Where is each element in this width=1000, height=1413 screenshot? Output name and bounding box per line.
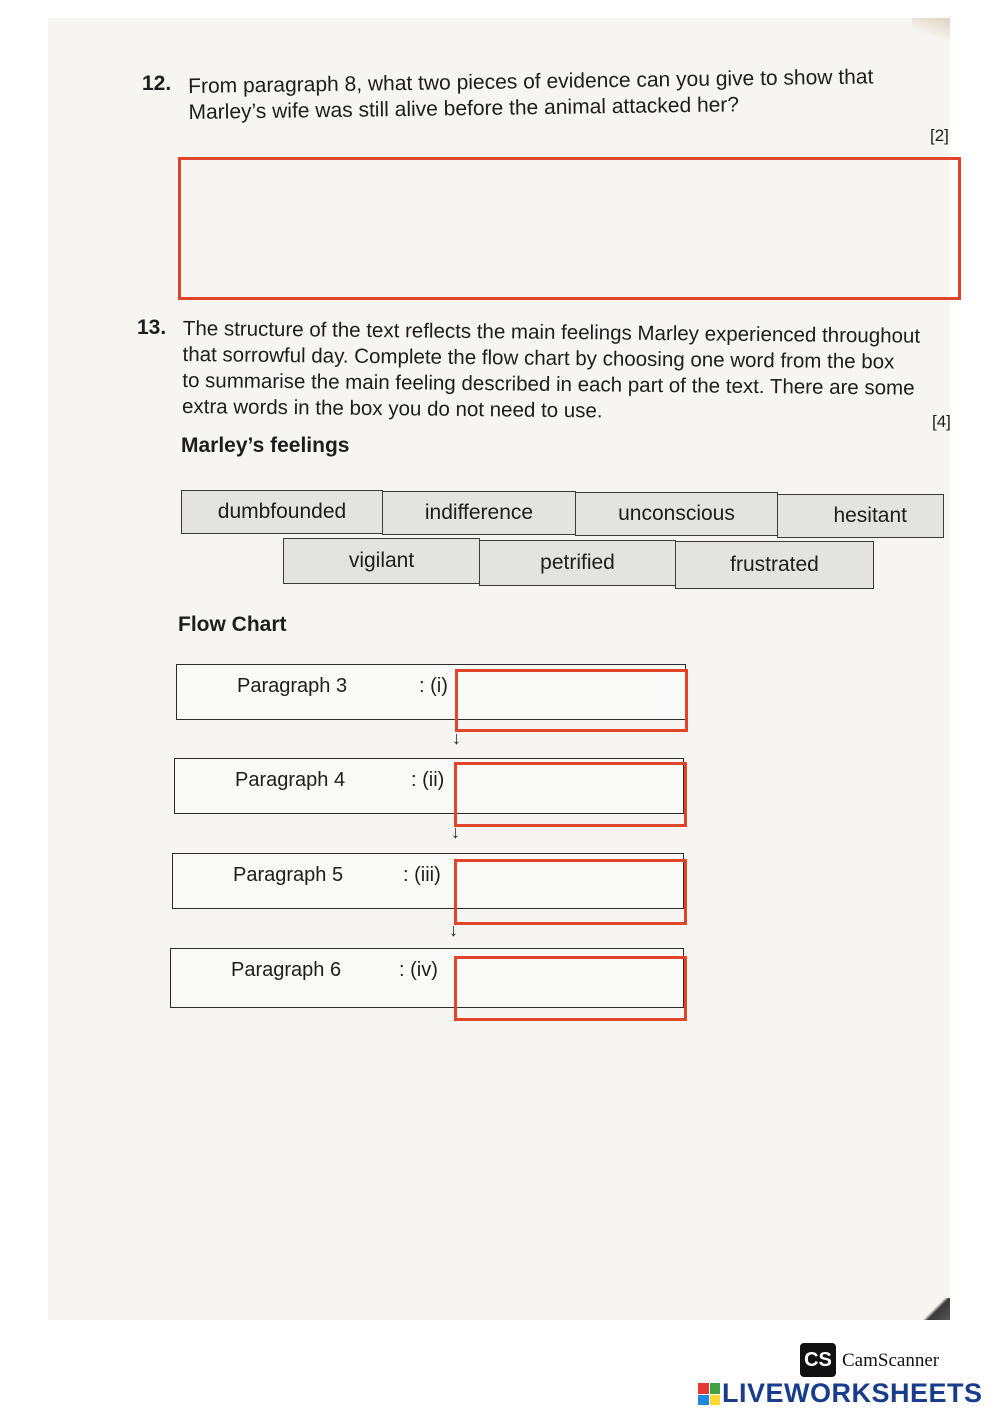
camscanner-label: CamScanner <box>842 1350 940 1371</box>
word-option[interactable]: frustrated <box>675 541 874 589</box>
question-12-line-2: Marley’s wife was still alive before the animal attacked her? <box>188 93 740 124</box>
question-12-marks: [2] <box>930 126 949 145</box>
question-12-line-1: From paragraph 8, what two pieces of evidence can you give to show that <box>188 65 874 98</box>
flow-row-label: Paragraph 3 <box>237 675 348 697</box>
word-option[interactable]: petrified <box>479 540 676 586</box>
page-corner-fold <box>912 18 950 40</box>
flow-arrow: ↓ <box>452 728 461 748</box>
question-13-number: 13. <box>137 316 167 339</box>
answer-box-q12[interactable] <box>178 157 961 300</box>
question-13-line-2: that sorrowful day. Complete the flow chart by choosing one word from the box <box>182 342 895 374</box>
answer-box-i[interactable] <box>455 669 688 732</box>
flow-row-label: Paragraph 6 <box>231 959 342 981</box>
flow-row-number: : (ii) <box>411 769 445 791</box>
flow-row-number: : (iii) <box>403 864 441 886</box>
word-option[interactable]: dumbfounded <box>181 490 383 534</box>
flow-chart-heading: Flow Chart <box>178 613 287 636</box>
flow-arrow: ↓ <box>451 822 460 842</box>
answer-box-iv[interactable] <box>454 956 687 1021</box>
question-13-text <box>182 316 920 428</box>
flow-row-number: : (iv) <box>399 959 438 981</box>
question-12-number: 12. <box>142 72 172 95</box>
word-option[interactable]: indifference <box>382 491 576 535</box>
answer-box-ii[interactable] <box>454 762 687 827</box>
question-13-line-4: extra words in the box you do not need to use. <box>181 394 603 423</box>
flow-arrow: ↓ <box>449 920 458 940</box>
question-12-text <box>188 64 874 126</box>
flow-row-label: Paragraph 5 <box>233 864 344 886</box>
flow-row-label: Paragraph 4 <box>235 769 346 791</box>
question-13-line-3: to summarise the main feeling described in each part of the text. There are some <box>182 368 915 400</box>
word-option[interactable]: unconscious <box>575 492 778 536</box>
question-13-line-1: The structure of the text reflects the main feelings Marley experienced throughout <box>182 316 921 348</box>
liveworksheets-logo-icon <box>698 1383 720 1405</box>
word-option[interactable]: vigilant <box>283 538 480 584</box>
answer-box-iii[interactable] <box>454 859 687 925</box>
page-corner-fold-bottom <box>922 1298 950 1320</box>
camscanner-logo-icon: CS <box>800 1343 836 1377</box>
liveworksheets-label: LIVEWORKSHEETS <box>722 1378 983 1408</box>
word-box-heading: Marley’s feelings <box>181 434 350 457</box>
flow-row-number: : (i) <box>419 675 448 697</box>
word-option[interactable]: hesitant <box>777 494 944 538</box>
question-13-marks: [4] <box>932 412 951 431</box>
